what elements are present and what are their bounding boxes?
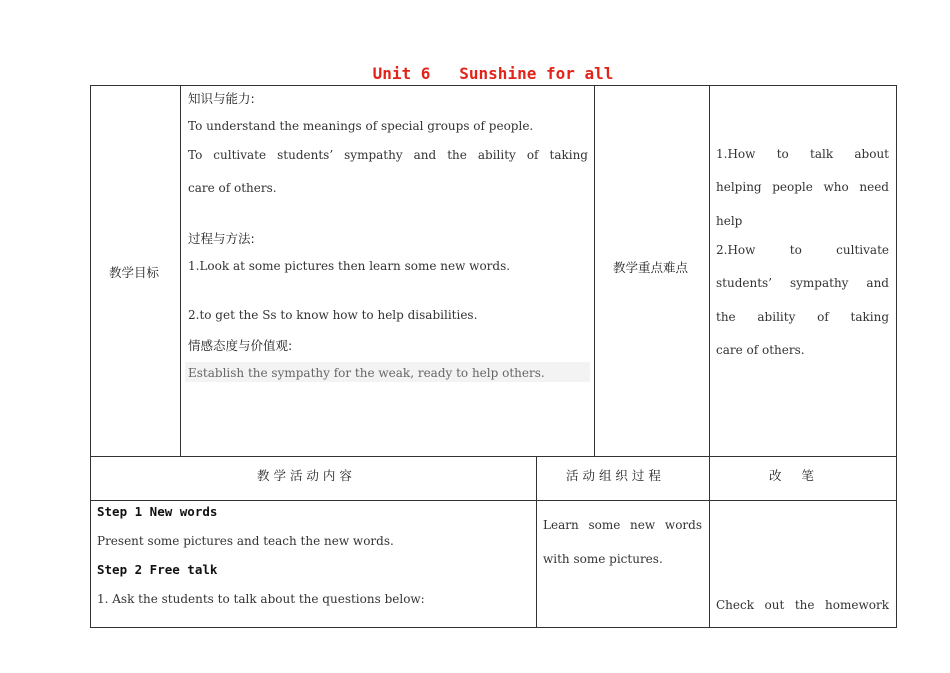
knowledge-heading: 知识与能力: — [188, 91, 255, 106]
table-border-left — [90, 85, 91, 628]
step-2-title: Step 2 Free talk — [97, 562, 218, 577]
key-point-line-4: 2.How to cultivate — [716, 243, 889, 257]
step-1-text: Present some pictures and teach the new words. — [97, 534, 394, 548]
attitude-line-1: Establish the sympathy for the weak, ready to help others. — [188, 366, 545, 380]
key-point-line-1: 1.How to talk about — [716, 147, 889, 161]
knowledge-line-1: To understand the meanings of special groups of people. — [188, 119, 534, 133]
header-organization: 活 动 组 织 过 程 — [566, 468, 661, 483]
key-point-line-5: students’ sympathy and — [716, 276, 889, 290]
table-border-bottom — [90, 627, 897, 628]
knowledge-line-2a: To cultivate students’ sympathy and the ability of taking — [188, 148, 588, 162]
step-2-text: 1. Ask the students to talk about the questions below: — [97, 592, 425, 606]
objectives-label: 教学目标 — [109, 265, 160, 280]
process-line-1: 1.Look at some pictures then learn some new words. — [188, 259, 511, 273]
page-title: Unit 6 Sunshine for all — [372, 64, 614, 83]
header-content: 教 学 活 动 内 容 — [257, 468, 352, 483]
table-border-right — [896, 85, 897, 628]
key-point-line-3: help — [716, 214, 743, 228]
col-divider-organization — [536, 456, 537, 628]
process-heading: 过程与方法: — [188, 231, 255, 246]
process-line-2: 2.to get the Ss to know how to help disabilities. — [188, 308, 478, 322]
col-divider-objectives — [180, 85, 181, 456]
knowledge-line-2b: care of others. — [188, 181, 277, 195]
key-point-line-6: the ability of taking — [716, 310, 889, 324]
revision-line-1: Check out the homework — [716, 598, 889, 612]
row-divider-1 — [90, 456, 897, 457]
organization-line-2: with some pictures. — [543, 552, 663, 566]
step-1-title: Step 1 New words — [97, 504, 218, 519]
row-divider-2 — [90, 500, 897, 501]
key-point-line-7: care of others. — [716, 343, 805, 357]
table-border-top — [90, 85, 897, 86]
organization-line-1: Learn some new words — [543, 518, 702, 532]
key-points-label: 教学重点难点 — [613, 260, 689, 275]
col-divider-keypoints-right — [709, 85, 710, 628]
header-revision: 改 笔 — [769, 468, 814, 483]
attitude-heading: 情感态度与价值观: — [188, 338, 293, 353]
col-divider-keypoints — [594, 85, 595, 456]
key-point-line-2: helping people who need — [716, 180, 889, 194]
